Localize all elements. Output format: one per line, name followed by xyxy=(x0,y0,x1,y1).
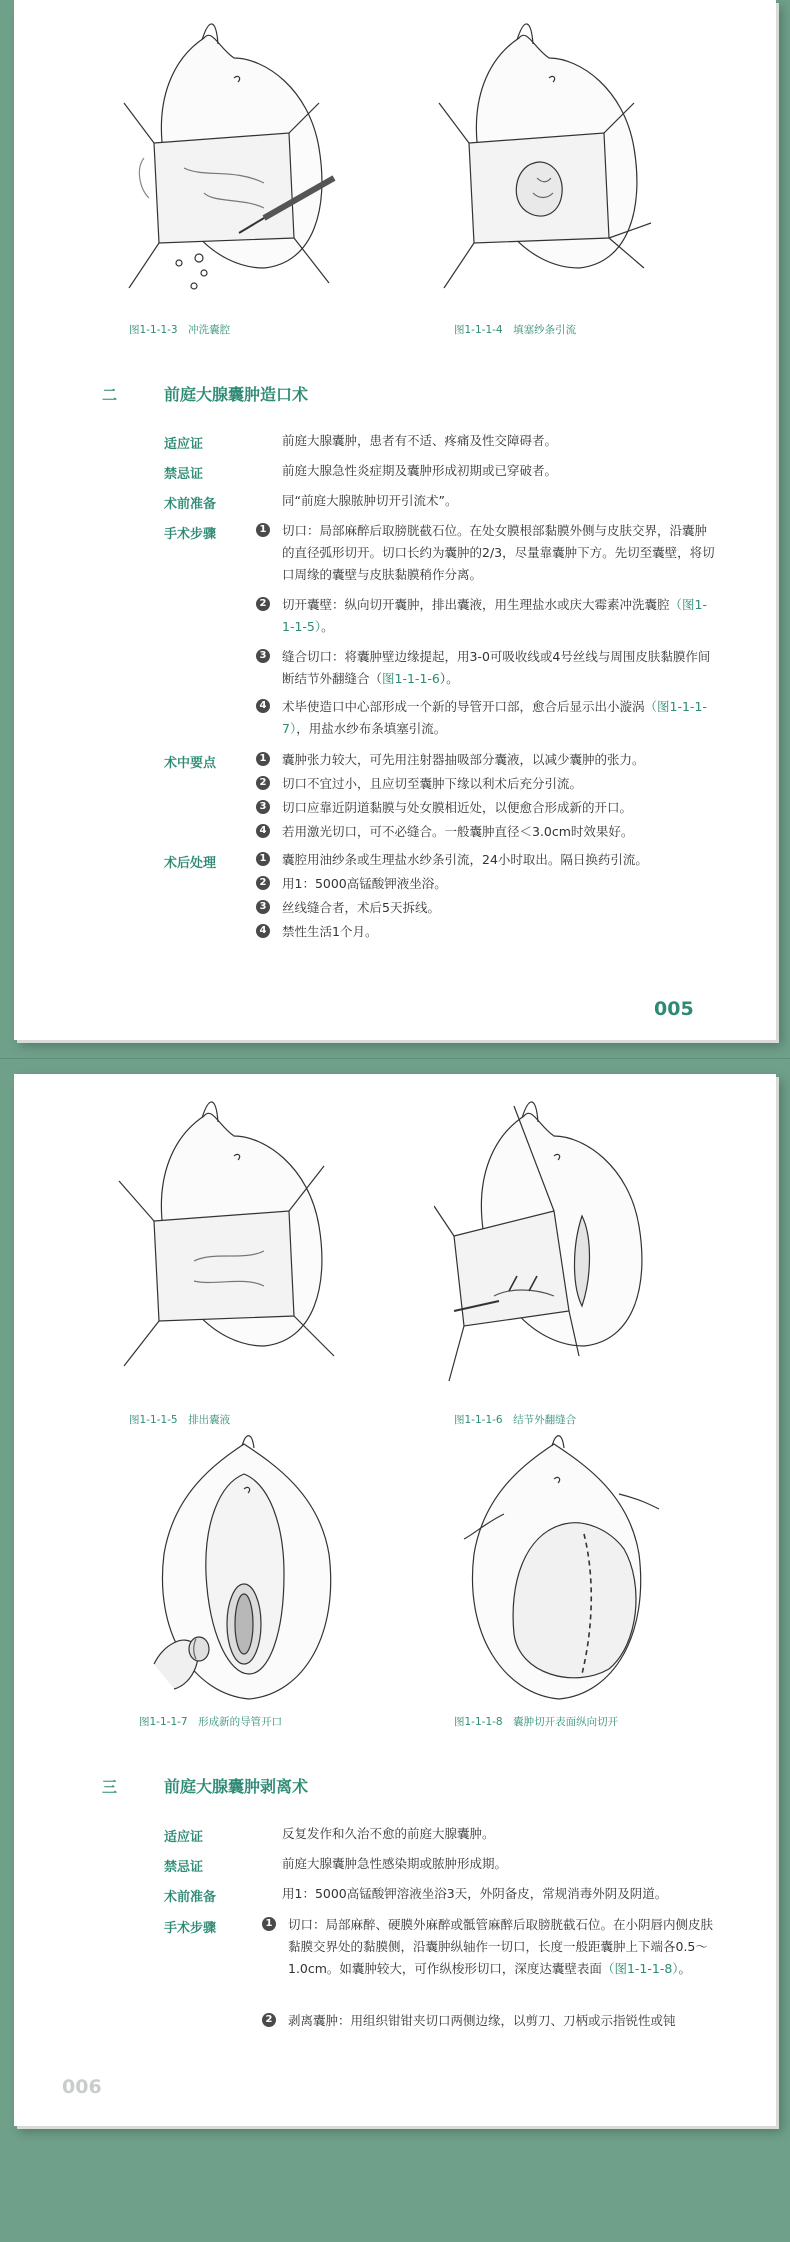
item-number: 4 xyxy=(256,924,270,938)
step-tail: ）。 xyxy=(439,671,459,686)
key-point-item xyxy=(256,797,718,819)
text-contraindications: 前庭大腺急性炎症期及囊肿形成初期或已穿破者。 xyxy=(282,463,558,478)
postop-item xyxy=(256,897,718,919)
procedure-step xyxy=(262,2010,724,2032)
item-text: 丝线缝合者，术后5天拆线。 xyxy=(282,900,440,915)
item-number: 3 xyxy=(256,900,270,914)
step-text: 切开囊壁：纵向切开囊肿，排出囊液，用生理盐水或庆大霉素冲洗囊腔 xyxy=(282,597,670,612)
item-text: 囊肿张力较大，可先用注射器抽吸部分囊液，以减少囊肿的张力。 xyxy=(282,752,645,767)
key-point-item xyxy=(256,821,718,843)
label-contraindications: 禁忌证 xyxy=(164,467,204,482)
text-indications: 反复发作和久治不愈的前庭大腺囊肿。 xyxy=(282,1826,495,1841)
figure-caption: 图1-1-1-5 排出囊液 xyxy=(129,1414,231,1426)
item-text: 用1：5000高锰酸钾液坐浴。 xyxy=(282,876,447,891)
procedure-step xyxy=(256,696,718,740)
step-tail: 。 xyxy=(678,1961,692,1976)
label-procedure: 手术步骤 xyxy=(164,1921,217,1936)
text-contraindications: 前庭大腺囊肿急性感染期或脓肿形成期。 xyxy=(282,1856,508,1871)
figure-caption: 图1-1-1-6 结节外翻缝合 xyxy=(454,1414,577,1426)
step-text: 剥离囊肿：用组织钳钳夹切口两侧边缘，以剪刀、刀柄或示指锐性或钝 xyxy=(288,2013,676,2028)
item-number: 1 xyxy=(256,852,270,866)
postop-item xyxy=(256,849,718,871)
label-preop: 术前准备 xyxy=(164,1890,217,1905)
item-text: 禁性生活1个月。 xyxy=(282,924,378,939)
figure-gauze-drainage xyxy=(429,18,659,303)
page-005 xyxy=(14,0,776,1040)
page-number: 006 xyxy=(62,2076,102,2098)
item-number: 3 xyxy=(256,800,270,814)
page-006 xyxy=(14,1074,776,2126)
figure-drain-fluid xyxy=(114,1096,344,1386)
item-number: 2 xyxy=(256,776,270,790)
step-number: 3 xyxy=(256,649,270,663)
section-title: 前庭大腺囊肿剥离术 xyxy=(164,1777,309,1796)
section-number: 三 xyxy=(102,1778,118,1796)
figure-reference: （图1-1-1-7） xyxy=(282,699,707,736)
step-number: 4 xyxy=(256,699,270,713)
label-indications: 适应证 xyxy=(164,437,204,452)
figure-new-duct-opening xyxy=(134,1434,364,1724)
label-contraindications: 禁忌证 xyxy=(164,1860,204,1875)
page-divider xyxy=(0,1058,790,1059)
item-number: 2 xyxy=(256,876,270,890)
step-number: 1 xyxy=(256,523,270,537)
step-tail: 。 xyxy=(321,619,334,634)
text-preop: 同“前庭大腺脓肿切开引流术”。 xyxy=(282,493,458,508)
procedure-step xyxy=(256,594,718,638)
figure-longitudinal-incision xyxy=(444,1434,674,1724)
page-number: 005 xyxy=(654,998,694,1020)
key-point-item xyxy=(256,749,718,771)
item-text: 若用激光切口，可不必缝合。一般囊肿直径＜3.0cm时效果好。 xyxy=(282,824,634,839)
label-procedure: 手术步骤 xyxy=(164,527,217,542)
item-number: 1 xyxy=(256,752,270,766)
label-postop: 术后处理 xyxy=(164,856,217,871)
figure-caption: 图1-1-1-7 形成新的导管开口 xyxy=(139,1716,283,1728)
section-title: 前庭大腺囊肿造口术 xyxy=(164,385,309,404)
figure-reference: 图1-1-1-6 xyxy=(382,671,440,686)
step-number: 2 xyxy=(256,597,270,611)
label-indications: 适应证 xyxy=(164,1830,204,1845)
figure-caption: 图1-1-1-3 冲洗囊腔 xyxy=(129,324,231,336)
figure-irrigate-cavity xyxy=(114,18,344,303)
figure-reference: （图1-1-1-8） xyxy=(601,1961,679,1976)
step-text: 术毕使造口中心部形成一个新的导管开口部，愈合后显示出小漩涡 xyxy=(282,699,645,714)
procedure-step xyxy=(256,520,718,586)
item-text: 切口应靠近阴道黏膜与处女膜相近处，以便愈合形成新的开口。 xyxy=(282,800,633,815)
item-text: 切口不宜过小，且应切至囊肿下缘以利术后充分引流。 xyxy=(282,776,583,791)
postop-item xyxy=(256,873,718,895)
item-number: 4 xyxy=(256,824,270,838)
figure-caption: 图1-1-1-4 填塞纱条引流 xyxy=(454,324,577,336)
section-number: 二 xyxy=(102,386,118,404)
label-key-points: 术中要点 xyxy=(164,756,217,771)
step-text: 切口：局部麻醉、硬膜外麻醉或骶管麻醉后取膀胱截石位。在小阴唇内侧皮肤黏膜交界处的黏膜侧，沿囊肿纵轴作一切口，长度一般距囊肿上下端各0.5～1.0cm。如囊肿较大，可作纵梭形切口，深度达囊壁表面 xyxy=(288,1917,714,1976)
text-preop: 用1：5000高锰酸钾溶液坐浴3天，外阴备皮，常规消毒外阴及阴道。 xyxy=(282,1886,668,1901)
step-text: 切口：局部麻醉后取膀胱截石位。在处女膜根部黏膜外侧与皮肤交界，沿囊肿的直径弧形切开。切口长约为囊肿的2/3，尽量靠囊肿下方。先切至囊壁，将切口周缘的囊壁与皮肤黏膜稍作分离。 xyxy=(282,523,715,582)
key-point-item xyxy=(256,773,718,795)
step-number: 2 xyxy=(262,2013,276,2027)
label-preop: 术前准备 xyxy=(164,497,217,512)
step-text: 缝合切口：将囊肿壁边缘提起，用3-0可吸收线或4号丝线与周围皮肤黏膜作间断结节外翻缝合（ xyxy=(282,649,711,686)
item-text: 囊腔用油纱条或生理盐水纱条引流，24小时取出。隔日换药引流。 xyxy=(282,852,648,867)
figure-caption: 图1-1-1-8 囊肿切开表面纵向切开 xyxy=(454,1716,619,1728)
postop-item xyxy=(256,921,718,943)
step-number: 1 xyxy=(262,1917,276,1931)
step-tail: ，用盐水纱布条填塞引流。 xyxy=(296,721,447,736)
text-indications: 前庭大腺囊肿，患者有不适、疼痛及性交障碍者。 xyxy=(282,433,558,448)
figure-everted-suture xyxy=(434,1096,664,1386)
procedure-step xyxy=(256,646,718,690)
procedure-step xyxy=(262,1914,724,2002)
figure-reference: （图1-1-1-5） xyxy=(282,597,707,634)
